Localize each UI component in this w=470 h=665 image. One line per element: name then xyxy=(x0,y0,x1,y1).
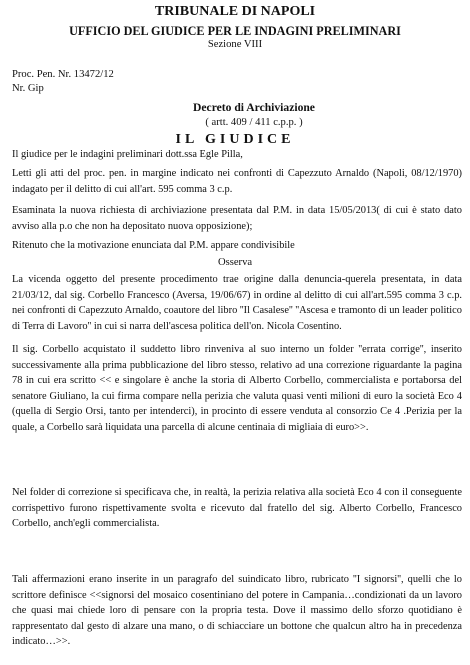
paragraph-motivation: Ritenuto che la motivazione enunciata dal P.M. appare condivisibile xyxy=(12,240,295,251)
paragraph-judge-name: Il giudice per le indagini preliminari dott.ssa Egle Pilla, xyxy=(12,149,243,160)
decree-articles: ( artt. 409 / 411 c.p.p. ) xyxy=(205,117,303,128)
paragraph-acts-read: Letti gli atti del proc. pen. in margine indicato nei confronti di Capezzuto Arnaldo (Napoli, 08/12/1970) indagato per il delitto di cui all'art. 595 comma 3 c.p. xyxy=(12,168,462,195)
judge-heading: IL GIUDICE xyxy=(175,132,295,147)
court-heading: TRIBUNALE DI NAPOLI xyxy=(154,4,316,19)
proceeding-number: Proc. Pen. Nr. 13472/12 xyxy=(12,69,114,80)
paragraph-signorsi: Tali affermazioni erano inserite in un paragrafo del suindicato libro, rubricato ''I signorsi'', quelli che lo scrittore definisce <<signorsi del mosaico cosentiniano del potere in Campania…condizionati da un lavoro che quasi mai chiede loro di pensare con la propria testa. Dove il massimo dello sforzo quotidiano è rappresentato dal gesto di alzare una mano, o di schiacciare un bottone che qualcun altro ha in precedenza indicato…>>. xyxy=(12,574,462,648)
paragraph-request-examined: Esaminata la nuova richiesta di archiviazione presentata dal P.M. in data 15/05/2013( di cui è stato dato avviso alla p.o che non ha depositato nuova opposizione); xyxy=(12,205,462,232)
section-heading: Sezione VIII xyxy=(207,39,263,50)
decree-title: Decreto di Archiviazione xyxy=(193,101,315,114)
paragraph-book-folder: Il sig. Corbello acquistato il suddetto libro rinveniva al suo interno un folder ''errata corrige'', inserito successivamente alla prima pubblicazione del libro stesso, relativo ad una correzione riguardante la pagina 78 in cui era scritto << e singolare è anche la storia di Alberto Corbello, commercialista e portaborsa del senatore Giuliano, la cui firma compare nella perizia che valuta quasi venti milioni di euro la società Eco 4 (quella di Sergio Orsi, tanto per intenderci), in procinto di essere venduta al consorzio Ce 4 .Perizia per la quale, a Corbello sarà liquidata una parcella di alcune centinaia di migliaia di euro>>. xyxy=(12,344,462,433)
office-heading: UFFICIO DEL GIUDICE PER LE INDAGINI PRELIMINARI xyxy=(69,24,401,38)
paragraph-case-origin: La vicenda oggetto del presente procedimento trae origine dalla denuncia-querela presentata, in data 21/03/12, dal sig. Corbello Francesco (Aversa, 19/06/67) in ordine al delitto di cui all'art.595 comma 3 c.p. nei confronti di Capezzuto Arnaldo, coautore del libro ''Il Casalese'' ''Ascesa e tramonto di un leader politico di Terra di Lavoro'' in cui si narra dell'ascesa politica dell'on. Nicola Cosentino. xyxy=(12,274,462,332)
gip-number: Nr. Gip xyxy=(12,83,44,94)
paragraph-correction: Nel folder di correzione si specificava che, in realtà, la perizia relativa alla società Eco 4 con il conseguente corrispettivo furono rispettivamente svolta e ricevuto dal fratello del sig. Alberto Corbello, Francesco Corbello, anch'egli commercialista. xyxy=(12,487,462,530)
observes-heading: Osserva xyxy=(217,257,253,268)
